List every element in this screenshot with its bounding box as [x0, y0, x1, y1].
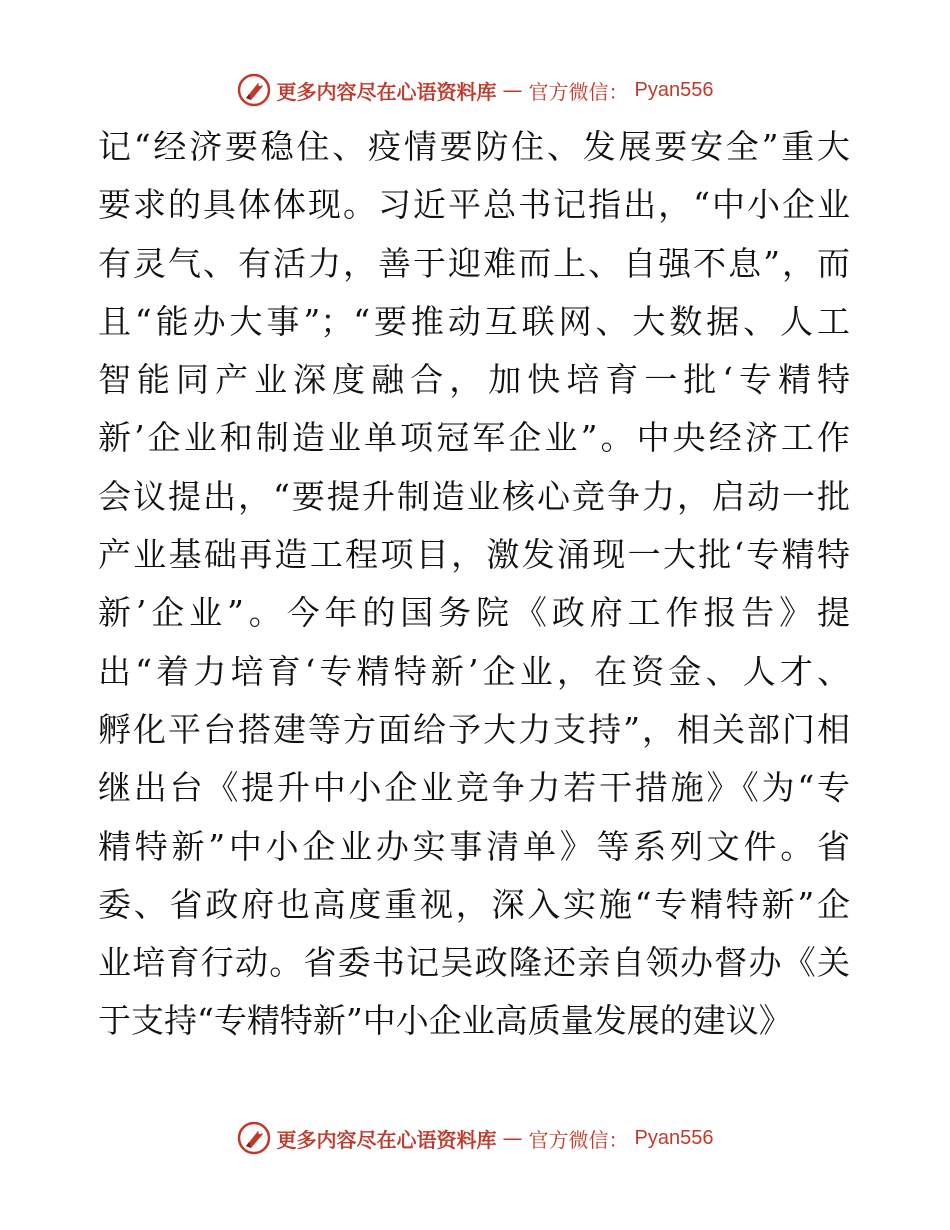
text-line: 于支持“专精特新”中小企业高质量发展的建议》 [98, 1001, 792, 1041]
text-line: 要求的具体体现。习近平总书记指出，“中小企业 [98, 185, 850, 225]
header-wechat-id: Pyan556 [634, 78, 714, 101]
text-line: 出“着力培育‘专精特新’企业，在资金、人才、 [98, 651, 850, 691]
footer-wechat-id: Pyan556 [634, 1126, 714, 1149]
text-line: 智能同产业深度融合，加快培育一批‘专精特 [98, 360, 850, 400]
footer-separator: — [502, 1126, 523, 1150]
text-line: 会议提出，“要提升制造业核心竞争力，启动一批 [98, 476, 850, 516]
footer-banner [0, 1120, 950, 1156]
header-separator: — [502, 78, 523, 102]
text-line: 新’企业和制造业单项冠军企业”。中央经济工作 [98, 418, 850, 458]
header-brand-text: 更多内容尽在心语资料库 [276, 79, 497, 104]
text-line: 新’企业”。今年的国务院《政府工作报告》提 [98, 593, 850, 633]
text-line: 孵化平台搭建等方面给予大力支持”，相关部门相 [98, 709, 850, 749]
text-line: 业培育行动。省委书记吴政隆还亲自领办督办《关 [98, 943, 850, 983]
header-wechat-label: 官方微信： [528, 79, 629, 104]
text-line: 委、省政府也高度重视，深入实施“专精特新”企 [98, 884, 850, 924]
text-line: 精特新”中小企业办实事清单》等系列文件。省 [98, 826, 850, 866]
pen-nib-logo-icon [237, 73, 271, 107]
text-line: 记“经济要稳住、疫情要防住、发展要安全”重大 [98, 127, 850, 166]
pen-nib-logo-icon [237, 1121, 271, 1155]
text-line: 有灵气、有活力，善于迎难而上、自强不息”，而 [98, 243, 850, 283]
footer-wechat-label: 官方微信： [528, 1127, 629, 1152]
text-line: 产业基础再造工程项目，激发涌现一大批‘专精特 [98, 535, 850, 575]
text-line: 且“能办大事”；“要推动互联网、大数据、人工 [98, 301, 850, 341]
footer-brand-text: 更多内容尽在心语资料库 [276, 1127, 497, 1152]
text-line: 继出台《提升中小企业竞争力若干措施》《为“专 [98, 768, 850, 808]
body-paragraph [98, 118, 850, 1051]
header-banner [0, 72, 950, 108]
